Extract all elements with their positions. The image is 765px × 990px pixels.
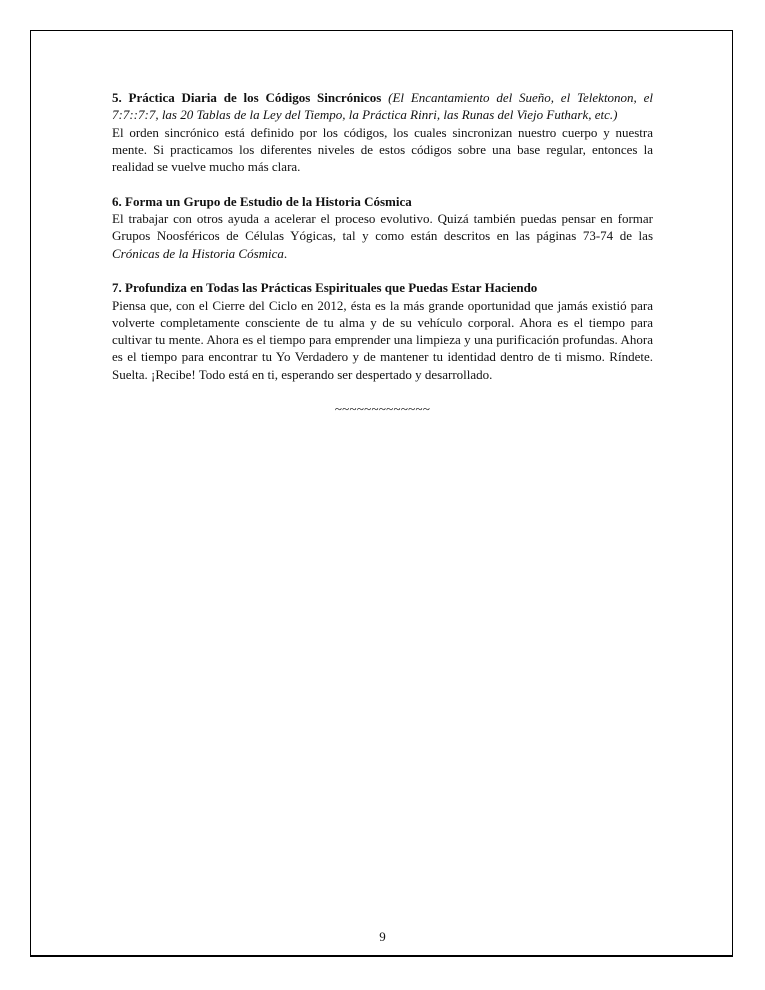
document-body <box>112 89 653 418</box>
section-paragraph: El orden sincrónico está definido por los códigos, los cuales sincronizan nuestro cuerpo y nuestra mente. Si practicamos los diferentes niveles de estos códigos sobre una base regular, entonces la realidad se vuelve mucho más clara. <box>112 124 653 175</box>
section-heading <box>112 89 653 124</box>
section-heading <box>112 279 653 296</box>
paragraph-text: El trabajar con otros ayuda a acelerar el proceso evolutivo. Quizá también puedas pensar en formar Grupos Noosféricos de Células Yógicas, tal y como están descritos en las páginas 73-74 de las <box>112 211 653 244</box>
section-separator: ~~~~~~~~~~~~~ <box>334 401 431 417</box>
section-subtitle: (El Encantamiento del Sueño, el Telektonon, el 7:7::7:7, las 20 Tablas de la Ley del Tiempo, la Práctica Rinri, las Runas del Viejo Futhark, etc.) <box>112 90 653 123</box>
section-5 <box>112 89 653 175</box>
section-paragraph <box>112 210 653 262</box>
section-title: 6. Forma un Grupo de Estudio de la Historia Cósmica <box>112 193 412 209</box>
section-heading <box>112 193 653 210</box>
page-number: 9 <box>379 929 386 944</box>
section-6 <box>112 193 653 262</box>
book-title-italic: Crónicas de la Historia Cósmica <box>112 245 284 261</box>
section-paragraph: Piensa que, con el Cierre del Ciclo en 2012, ésta es la más grande oportunidad que jamás existió para volverte completamente consciente de tu alma y de su vehículo corporal. Ahora es el tiempo para cultivar tu mente. Ahora es el tiempo para emprender una limpieza y una purificación profundas. Ahora es el tiempo para encontrar tu Yo Verdadero y de mantener tu identidad dentro de ti mismo. Ríndete. Suelta. ¡Recibe! Todo está en ti, esperando ser despertado y desarrollado. <box>112 297 653 382</box>
paragraph-end: . <box>283 245 288 261</box>
section-7 <box>112 279 653 383</box>
section-title: 5. Práctica Diaria de los Códigos Sincrónicos <box>112 90 382 105</box>
section-title: 7. Profundiza en Todas las Prácticas Espirituales que Puedas Estar Haciendo <box>112 280 538 296</box>
